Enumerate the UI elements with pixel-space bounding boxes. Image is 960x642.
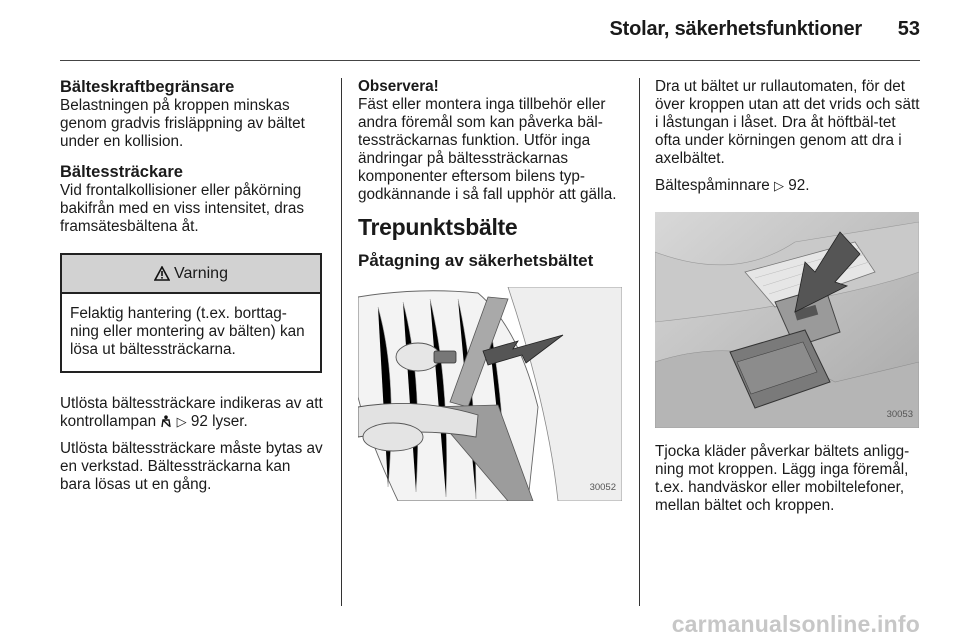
heading-force-limiter: Bälteskraftbegränsare bbox=[60, 78, 235, 96]
figure-fastening-belt bbox=[358, 287, 622, 501]
reference-arrow-icon: ▷ bbox=[774, 178, 785, 193]
warning-header bbox=[62, 255, 320, 294]
column-right bbox=[655, 78, 923, 515]
paragraph-replace: Utlösta bältessträckare måste bytas av en verkstad. Bältessträckarna kan bara lösas ut en gång. bbox=[60, 440, 323, 493]
page-number: 53 bbox=[897, 18, 920, 40]
note-text: Fäst eller montera inga tillbehör eller andra föremål som kan påverka bäl-tessträckarnas funktion. Utför inga ändringar på bältessträckarnas komponenter eftersom bilens typ-godkännande i så fall upphör att gälla. bbox=[358, 96, 617, 203]
column-middle bbox=[358, 78, 626, 501]
page-header-title: Stolar, säkerhetsfunktioner bbox=[609, 18, 862, 40]
figure-code: 30052 bbox=[589, 482, 616, 493]
seatbelt-fastening-illustration bbox=[358, 287, 622, 501]
paragraph-force-limiter: Belastningen på kroppen minskas genom gradvis frisläppning av bältet under en kollision. bbox=[60, 97, 305, 150]
subsection-title: Påtagning av säkerhetsbältet bbox=[358, 251, 594, 270]
column-divider bbox=[341, 78, 342, 606]
paragraph-clothing: Tjocka kläder påverkar bältets anligg-ning mot kroppen. Lägg inga föremål, t.ex. handväskor eller mobiltelefoner, mellan bältet och kroppen. bbox=[655, 443, 910, 514]
figure-buckle bbox=[655, 212, 919, 428]
column-divider bbox=[639, 78, 640, 606]
paragraph-reminder: Bältespåminnare ▷ 92. bbox=[655, 177, 810, 194]
paragraph-pretensioner: Vid frontalkollisioner eller påkörning bakifrån med en viss intensitet, dras framsätesbältena åt. bbox=[60, 182, 305, 235]
paragraph-fasten-instructions: Dra ut bältet ur rullautomaten, för det över kroppen utan att det vrids och sätt i låstungan i låset. Dra åt höftbäl-tet ofta under körningen genom att dra i axelbältet. bbox=[655, 78, 920, 167]
figure-code: 30053 bbox=[886, 409, 913, 420]
header-divider bbox=[60, 60, 920, 61]
warning-triangle-icon bbox=[154, 266, 170, 281]
warning-title: Varning bbox=[174, 264, 228, 282]
heading-pretensioner: Bältessträckare bbox=[60, 163, 183, 181]
section-title: Trepunktsbälte bbox=[358, 214, 518, 240]
seatbelt-tensioner-lamp-icon bbox=[160, 415, 172, 428]
warning-box bbox=[60, 253, 322, 373]
column-left bbox=[60, 78, 325, 494]
paragraph-indicator: Utlösta bältessträckare indikeras av att kontrollampan ▷ 92 lyser. bbox=[60, 395, 323, 430]
reference-arrow-icon: ▷ bbox=[176, 414, 187, 429]
warning-text: Felaktig hantering (t.ex. borttag-ning eller montering av bälten) kan lösa ut bältessträckarna. bbox=[70, 305, 305, 358]
seatbelt-buckle-illustration bbox=[655, 212, 919, 428]
watermark: carmanualsonline.info bbox=[671, 611, 920, 637]
note-label: Observera! bbox=[358, 78, 439, 95]
